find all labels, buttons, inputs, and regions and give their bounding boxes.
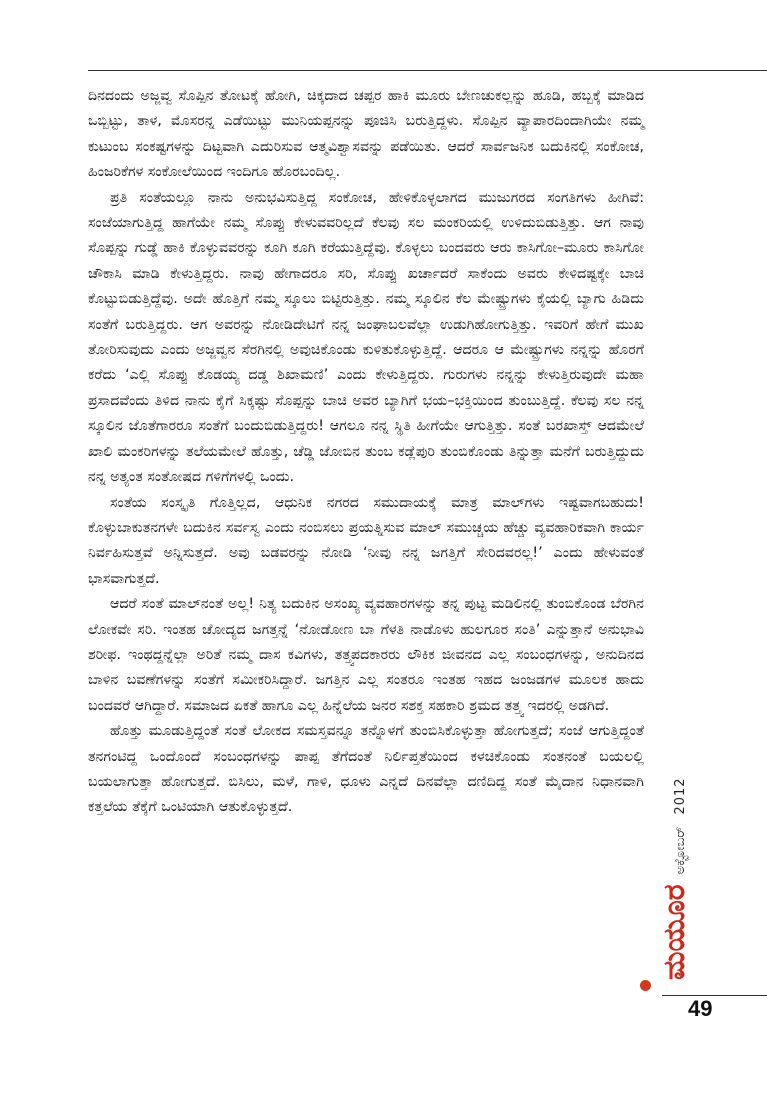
article-body [88, 84, 644, 821]
red-dot-ornament [640, 980, 651, 991]
page-number: 49 [688, 996, 713, 1021]
top-rule [88, 70, 767, 71]
footer-rule [662, 995, 767, 996]
magazine-masthead [657, 777, 692, 980]
paragraph-5: ಹೊತ್ತು ಮೂಡುತ್ತಿದ್ದಂತೆ ಸಂತೆ ಲೋಕದ ಸಮಸ್ತವನ್ನೂ ತನ್ನೊಳಗೆ ತುಂಬಿಸಿಕೊಳ್ಳುತ್ತಾ ಹೋಗುತ್ತದೆ; ಸಂಜೆ ಆಗುತ್ತಿದ್ದಂತೆ ತನಗಂಟಿದ್ದ ಒಂದೊಂದೆ ಸಂಬಂಧಗಳನ್ನು ಪಾಪ್ಪ ತೆಗೆದಂತೆ ನಿರ್ಲಿಪ್ತತೆಯಿಂದ ಕಳಚಿಕೊಂಡು ಸಂತನಂತೆ ಬಯಲಲ್ಲಿ ಬಯಲಾಗುತ್ತಾ ಹೋಗುತ್ತದೆ. ಬಿಸಿಲು, ಮಳೆ, ಗಾಳಿ, ಧೂಳು ಎನ್ನದೆ ದಿನವೆಲ್ಲಾ ದಣಿದಿದ್ದ ಸಂತೆ ಮೈದಾನ ನಿಧಾನವಾಗಿ ಕತ್ತಲೆಯ ತೆಕ್ಕೆಗೆ ಒಂಟಿಯಾಗಿ ಆತುಕೊಳ್ಳುತ್ತದೆ. [88, 723, 644, 816]
magazine-name: ಮಯೂರ [657, 884, 692, 980]
issue-year: 2012 [673, 777, 688, 815]
paragraph-1: ದಿನದಂದು ಅಜ್ಜವ್ವ ಸೊಪ್ಪಿನ ತೋಟಕ್ಕೆ ಹೋಗಿ, ಚಿಕ್ಕದಾದ ಚಪ್ಪರ ಹಾಕಿ ಮೂರು ಬೇಣಚುಕಲ್ಲನ್ನು ಹೂಡಿ, ಹಬ್ಬಕ್ಕೆ ಮಾಡಿದ ಒಬ್ಬಿಟ್ಟು, ತಾಳ, ಮೊಸರನ್ನ ಎಡೆಯಿಟ್ಟು ಮುನಿಯಪ್ಪನನ್ನು ಪೂಜಿಸಿ ಬರುತ್ತಿದ್ದಳು. ಸೊಪ್ಪಿನ ವ್ಯಾಪಾರದಿಂದಾಗಿಯೇ ನಮ್ಮ ಕುಟುಂಬ ಸಂಕಷ್ಟಗಳನ್ನು ದಿಟ್ಟವಾಗಿ ಎದುರಿಸುವ ಆತ್ಮವಿಶ್ವಾಸವನ್ನು ಪಡೆಯಿತು. ಆದರೆ ಸಾರ್ವಜನಿಕ ಬದುಕಿನಲ್ಲಿ ಸಂಕೋಚ, ಹಿಂಜರಿಕೆಗಳ ಸಂಕೋಲೆಯಿಂದ ಇಂದಿಗೂ ಹೊರಬಂದಿಲ್ಲ. [88, 88, 644, 181]
paragraph-3: ಸಂತೆಯ ಸಂಸ್ಕೃತಿ ಗೊತ್ತಿಲ್ಲದ, ಆಧುನಿಕ ನಗರದ ಸಮುದಾಯಕ್ಕೆ ಮಾತ್ರ ಮಾಲ್‌ಗಳು ಇಷ್ಟವಾಗಬಹುದು! ಕೊಳ್ಳುಬಾಕುತನಗಳೇ ಬದುಕಿನ ಸರ್ವಸ್ವ ಎಂದು ನಂಬಿಸಲು ಪ್ರಯತ್ನಿಸುವ ಮಾಲ್ ಸಮುಚ್ಚಯ ಹೆಚ್ಚು ವ್ಯವಹಾರಿಕವಾಗಿ ಕಾರ್ಯ ನಿರ್ವಹಿಸುತ್ತವೆ ಅನ್ನಿಸುತ್ತದೆ. ಅವು ಬಡವರನ್ನು ನೋಡಿ ‘ನೀವು ನನ್ನ ಜಗತ್ತಿಗೆ ಸೇರಿದವರಲ್ಲ!’ ಎಂದು ಹೇಳುವಂತೆ ಭಾಸವಾಗುತ್ತದೆ. [88, 494, 644, 587]
paragraph-4: ಆದರೆ ಸಂತೆ ಮಾಲ್‌ನಂತೆ ಅಲ್ಲ! ನಿತ್ಯ ಬದುಕಿನ ಅಸಂಖ್ಯ ವ್ಯವಹಾರಗಳನ್ನು ತನ್ನ ಪುಟ್ಟ ಮಡಿಲಿನಲ್ಲಿ ತುಂಬಿಕೊಂಡ ಬೆರಗಿನ ಲೋಕವೇ ಸರಿ. ಇಂತಹ ಚೋದ್ಯದ ಜಗತ್ತನ್ನೆ ‘ನೋಡೋಣ ಬಾ ಗೆಳತಿ ನಾಡೊಳು ಹುಲಗೂರ ಸಂತಿ’ ಎನ್ನುತ್ತಾನೆ ಅನುಭಾವಿ ಶರೀಫ. ಇಂಥದ್ದನ್ನೆಲ್ಲಾ ಅರಿತೆ ನಮ್ಮ ದಾಸ ಕವಿಗಳು, ತತ್ತ್ವಪದಕಾರರು ಲೌಕಿಕ ಜೀವನದ ಎಲ್ಲ ಸಂಬಂಧಗಳನ್ನು, ಅನುದಿನದ ಬಾಳಿನ ಬವಣೆಗಳನ್ನು ಸಂತೆಗೆ ಸಮೀಕರಿಸಿದ್ದಾರೆ. ಜಗತ್ತಿನ ಎಲ್ಲ ಸಂತರೂ ಇಂತಹ ಇಹದ ಜಂಜಡಗಳ ಮೂಲಕ ಹಾದು ಬಂದವರೆ ಆಗಿದ್ದಾರೆ. ಸಮಾಜದ ಏಕತೆ ಹಾಗೂ ಎಲ್ಲ ಹಿನ್ನೆಲೆಯ ಜನರ ಸಶಕ್ತ ಸಹಕಾರಿ ಶ್ರಮದ ತತ್ತ್ವ ಇದರಲ್ಲಿ ಅಡಗಿದೆ. [88, 596, 644, 714]
paragraph-2: ಪ್ರತಿ ಸಂತೆಯಲ್ಲೂ ನಾನು ಅನುಭವಿಸುತ್ತಿದ್ದ ಸಂಕೋಚ, ಹೇಳಿಕೊಳ್ಳಲಾಗದ ಮುಜುಗರದ ಸಂಗತಿಗಳು ಹೀಗಿವೆ: ಸಂಜೆಯಾಗುತ್ತಿದ್ದ ಹಾಗೆಯೇ ನಮ್ಮ ಸೊಪ್ಪು ಕೇಳುವವರಿಲ್ಲದೆ ಕೆಲವು ಸಲ ಮಂಕರಿಯಲ್ಲಿ ಉಳಿದುಬಿಡುತ್ತಿತ್ತು. ಆಗ ನಾವು ಸೊಪ್ಪನ್ನು ಗುಡ್ಡೆ ಹಾಕಿ ಕೊಳ್ಳುವವರನ್ನು ಕೂಗಿ ಕೂಗಿ ಕರೆಯುತ್ತಿದ್ದೆವು. ಕೊಳ್ಳಲು ಬಂದವರು ಆರು ಕಾಸಿಗೋ–ಮೂರು ಕಾಸಿಗೋ ಚೌಕಾಸಿ ಮಾಡಿ ಕೇಳುತ್ತಿದ್ದರು. ನಾವು ಹೇಗಾದರೂ ಸರಿ, ಸೊಪ್ಪು ಖರ್ಚಾದರೆ ಸಾಕೆಂದು ಅವರು ಕೇಳಿದಷ್ಟಕ್ಕೇ ಬಾಚಿ ಕೊಟ್ಟುಬಿಡುತ್ತಿದ್ದೆವು. ಅದೇ ಹೊತ್ತಿಗೆ ನಮ್ಮ ಸ್ಕೂಲು ಬಿಟ್ಟಿರುತ್ತಿತ್ತು. ನಮ್ಮ ಸ್ಕೂಲಿನ ಕೆಲ ಮೇಷ್ಟ್ರುಗಳು ಕೈಯಲ್ಲಿ ಬ್ಯಾಗು ಹಿಡಿದು ಸಂತೆಗೆ ಬರುತ್ತಿದ್ದರು. ಆಗ ಅವರನ್ನು ನೋಡಿದೇಟಿಗೆ ನನ್ನ ಜಂಘಾಬಲವೆಲ್ಲಾ ಉಡುಗಿಹೋಗುತ್ತಿತ್ತು. ಇವರಿಗೆ ಹೇಗೆ ಮುಖ ತೋರಿಸುವುದು ಎಂದು ಅಜ್ಜವ್ವನ ಸೆರಗಿನಲ್ಲಿ ಅವುಚಿಕೊಂಡು ಕುಳಿತುಕೊಳ್ಳುತ್ತಿದ್ದೆ. ಆದರೂ ಆ ಮೇಷ್ಟ್ರುಗಳು ನನ್ನನ್ನು ಹೊರಗೆ ಕರೆದು ‘ಎಲ್ಲಿ ಸೊಪ್ಪು ಕೊಡಯ್ಯ ದಡ್ಡ ಶಿಖಾಮಣಿ’ ಎಂದು ಕೇಳುತ್ತಿದ್ದರು. ಗುರುಗಳು ನನ್ನನ್ನು ಕೇಳುತ್ತಿರುವುದೇ ಮಹಾ ಪ್ರಸಾದವೆಂದು ತಿಳಿದ ನಾನು ಕೈಗೆ ಸಿಕ್ಕಷ್ಟು ಸೊಪ್ಪನ್ನು ಬಾಚಿ ಅವರ ಬ್ಯಾಗಿಗೆ ಭಯ–ಭಕ್ತಿಯಿಂದ ತುಂಬುತ್ತಿದ್ದೆ. ಕೆಲವು ಸಲ ನನ್ನ ಸ್ಕೂಲಿನ ಜೊತೆಗಾರರೂ ಸಂತೆಗೆ ಬಂದುಬಿಡುತ್ತಿದ್ದರು! ಆಗಲೂ ನನ್ನ ಸ್ಥಿತಿ ಹೀಗೆಯೇ ಆಗುತ್ತಿತ್ತು. ಸಂತೆ ಬರಖಾಸ್ತ್ ಆದಮೇಲೆ ಖಾಲಿ ಮಂಕರಿಗಳನ್ನು ತಲೆಯಮೇಲೆ ಹೊತ್ತು, ಚೆಡ್ಡಿ ಜೋಬಿನ ತುಂಬ ಕಡ್ಲೆಪುರಿ ತುಂಬಿಕೊಂಡು ತಿನ್ನುತ್ತಾ ಮನೆಗೆ ಬರುತ್ತಿದ್ದುದು ನನ್ನ ಅತ್ಯಂತ ಸಂತೋಷದ ಗಳಿಗೆಗಳಲ್ಲಿ ಒಂದು. [88, 189, 644, 486]
issue-month: ಅಕ್ಟೋಬರ್ [673, 826, 688, 875]
